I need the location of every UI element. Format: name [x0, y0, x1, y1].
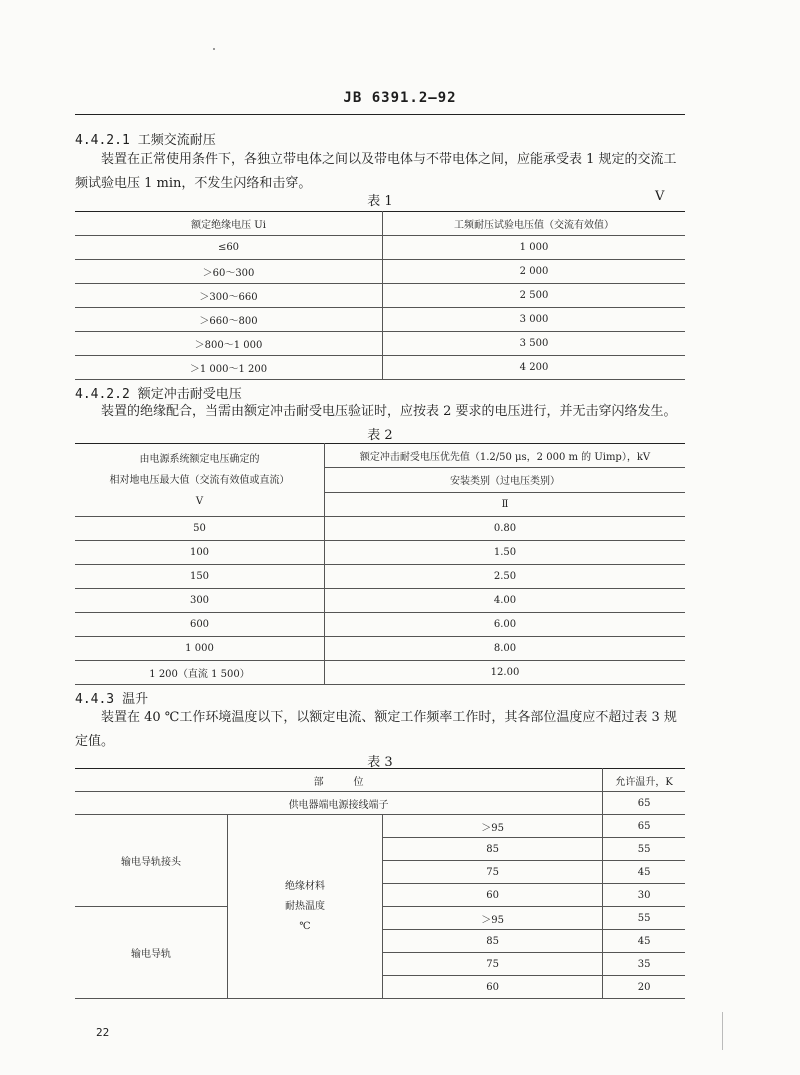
table3-rise: 20 — [603, 976, 685, 999]
table3-insulation-line: ℃ — [299, 920, 311, 932]
table2-head-line: V — [195, 495, 204, 507]
table1-cell: 2 000 — [383, 260, 686, 284]
table2-row — [75, 541, 685, 565]
page-number: 22 — [96, 1026, 110, 1039]
table1-cell: ＞660～800 — [75, 308, 383, 332]
table1-cell: 3 500 — [383, 332, 686, 356]
table1-row — [75, 308, 685, 332]
table2 — [75, 443, 685, 685]
table1-cell: 1 000 — [383, 236, 686, 260]
table1-cell: ＞60～300 — [75, 260, 383, 284]
table3-temp: ＞95 — [383, 815, 603, 838]
table1-cell: ＞800～1 000 — [75, 332, 383, 356]
scan-mark — [722, 1012, 723, 1050]
table3-temp: 75 — [383, 861, 603, 884]
table3-rail-label: 输电导轨 — [75, 907, 228, 999]
table1-header-cell: 工频耐压试验电压值（交流有效值） — [383, 212, 686, 236]
table2-head-impulse: 额定冲击耐受电压优先值（1.2/50 μs，2 000 m 的 Uimp），kV — [325, 444, 686, 468]
table2-row — [75, 565, 685, 589]
table1-row — [75, 284, 685, 308]
section-title: 工频交流耐压 — [137, 133, 216, 148]
table2-row — [75, 661, 685, 685]
table2-row — [75, 517, 685, 541]
table2-cell: 2.50 — [325, 565, 686, 589]
table1 — [75, 211, 685, 380]
table2-cell: 6.00 — [325, 613, 686, 637]
table3-temp: 60 — [383, 884, 603, 907]
table3-rise: 65 — [603, 815, 685, 838]
standard-header: JB 6391.2—92 — [343, 90, 457, 106]
section-title: 额定冲击耐受电压 — [137, 387, 242, 402]
header-rule — [75, 114, 685, 115]
table2-caption: 表 2 — [367, 428, 393, 443]
table3-insulation-line: 耐热温度 — [285, 900, 325, 912]
table2-cell: 600 — [75, 613, 325, 637]
table1-header-cell: 额定绝缘电压 Ui — [75, 212, 383, 236]
table2-cell: 300 — [75, 589, 325, 613]
table3-rise: 45 — [603, 930, 685, 953]
table3-caption: 表 3 — [367, 755, 393, 770]
table3-joint-label: 输电导轨接头 — [75, 815, 228, 907]
table1-cell: 2 500 — [383, 284, 686, 308]
table3-rise: 35 — [603, 953, 685, 976]
table1-cell: 3 000 — [383, 308, 686, 332]
table1-row — [75, 260, 685, 284]
table3-supply-value: 65 — [603, 792, 685, 815]
table3-insulation-label — [228, 815, 383, 999]
table3-rise: 55 — [603, 838, 685, 861]
section-4-4-2-2-text: 装置的绝缘配合，当需由额定冲击耐受电压验证时，应按表 2 要求的电压进行，并无击穿闪络发生。 — [101, 404, 677, 419]
table2-cell: 1 000 — [75, 637, 325, 661]
table1-row — [75, 332, 685, 356]
table3-temp: 75 — [383, 953, 603, 976]
table1-cell: ＞300～660 — [75, 284, 383, 308]
section-4-4-2-1-heading — [75, 129, 216, 148]
table2-cell: 0.80 — [325, 517, 686, 541]
table3-insulation-line: 绝缘材料 — [285, 880, 325, 892]
table2-cell: 8.00 — [325, 637, 686, 661]
table3-rise: 30 — [603, 884, 685, 907]
table1-cell: 4 200 — [383, 356, 686, 380]
table3-rise: 45 — [603, 861, 685, 884]
table3-temp: 85 — [383, 930, 603, 953]
table3-temp: 85 — [383, 838, 603, 861]
section-number: 4.4.2.2 — [75, 387, 130, 402]
table2-row — [75, 613, 685, 637]
section-title: 温升 — [122, 692, 149, 707]
table1-cell: ＞1 000～1 200 — [75, 356, 383, 380]
section-4-4-3-heading — [75, 688, 148, 707]
table3-head-part: 部 位 — [75, 769, 603, 792]
table1-row — [75, 356, 685, 380]
table2-row — [75, 589, 685, 613]
section-4-4-2-1-text: 装置在正常使用条件下，各独立带电体之间以及带电体与不带电体之间，应能承受表 1 规定的交流工频试验电压 1 min，不发生闪络和击穿。 — [75, 152, 677, 191]
table2-row — [75, 637, 685, 661]
table2-cell: 4.00 — [325, 589, 686, 613]
table1-cell: ≤60 — [75, 236, 383, 260]
table2-cell: 12.00 — [325, 661, 686, 685]
table3-supply-terminal: 供电器端电源接线端子 — [75, 792, 603, 815]
table2-head-category: 安装类别（过电压类别） — [325, 468, 686, 492]
section-number: 4.4.3 — [75, 692, 115, 707]
table2-cell: 100 — [75, 541, 325, 565]
scan-speck — [213, 48, 215, 50]
table1-header-row — [75, 212, 685, 236]
table3-temp: 60 — [383, 976, 603, 999]
table3-head-rise: 允许温升，K — [603, 769, 685, 792]
table1-caption: 表 1 — [367, 194, 393, 209]
table3-rise: 55 — [603, 907, 685, 930]
table2-head-class: Ⅱ — [325, 492, 686, 516]
table2-head-line: 由电源系统额定电压确定的 — [139, 453, 260, 465]
table2-cell: 1.50 — [325, 541, 686, 565]
table1-unit: V — [655, 189, 665, 204]
table2-cell: 150 — [75, 565, 325, 589]
table1-row — [75, 236, 685, 260]
table2-head-voltage — [75, 444, 325, 517]
table3 — [75, 768, 685, 999]
section-4-4-3-text: 装置在 40 ℃工作环境温度以下，以额定电流、额定工作频率工作时，其各部位温度应不超过表 3 规定值。 — [75, 710, 677, 749]
table2-head-line: 相对地电压最大值（交流有效值或直流） — [109, 474, 290, 486]
table3-temp: ＞95 — [383, 907, 603, 930]
table2-cell: 1 200（直流 1 500） — [75, 661, 325, 685]
table2-cell: 50 — [75, 517, 325, 541]
section-number: 4.4.2.1 — [75, 133, 130, 148]
